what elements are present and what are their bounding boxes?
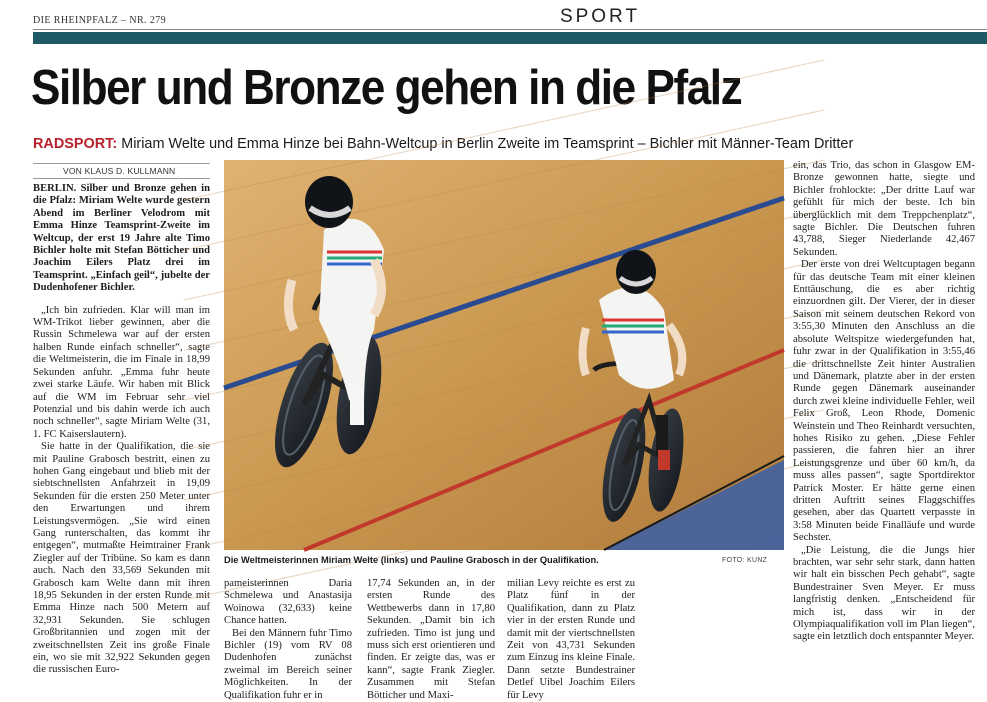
paragraph: ein, das Trio, das schon in Glasgow EM-Bronze gewonnen hatte, siegte und Bichler frohlockte: „Der dritte Lauf war gefühlt für mich der beste. Ich bin überglücklich mit dem Treppchenplatz“, sagte Bichler. Die Deutschen fuhren 43,788, Sieger Niederlande 42,467 Sekunden. [793,160,975,258]
text-column-2 [224,578,352,702]
article-headline: Silber und Bronze gehen in die Pfalz [31,61,742,115]
photo-credit: FOTO: KUNZ [722,557,768,564]
article-photo [224,160,784,550]
text-column-3 [367,578,495,702]
subhead-kicker: RADSPORT: [33,135,118,152]
paragraph: Sie hatte in der Qualifikation, die sie mit Pauline Grabosch bestritt, einen zu hohen Gang eingebaut und blieb mit der siebtschnellsten Anfahrzeit in 19,09 Sekunden für die ersten 250 Meter unter den Erwartungen und ihrem Leistungsvermögen. „Sie wird einen Gang runterschalten, das kommt ihr entgegen“, mutmaßte Heimtrainer Frank Ziegler auf der Tribüne. So kam es dann auch. Nach den 33,569 Sekunden mit Grabosch kam Welte dann mit ihren 18,95 Sekunden in der ersten Runde mit Emma Hinze nach 500 Metern auf 32,931 Sekunden. Sie schlugen Großbritannien und zogen mit der zweitschnellsten Zeit ins große Finale ein, wo sie mit 32,922 Sekunden gegen die russischen Euro- [33,441,210,676]
paragraph: „Die Leistung, die die Jungs hier brachten, war sehr sehr stark, dann hatten wir halt ein bisschen Pech gehabt“, sagte Bundestrainer Sven Meyer. Er muss langfristig denken. „Entscheidend für mich ist, dass wir in der Olympiaqualifikation voll im Plan liegen“, sagte ein letztlich doch entspannter Meyer. [793,544,975,643]
byline: VON KLAUS D. KULLMANN [33,163,210,179]
paragraph: Der erste von drei Weltcuptagen begann für das deutsche Team mit einer kleinen Enttäuschung, die es aber richtig einzuordnen gilt. Der Vierer, der in dieser Saison mit seinem deutschen Rekord von 3:55,30 Minuten den Anschluss an die absolute Weltspitze wiedergefunden hat, fuhr zwar in der Qualifikation in 3:55,46 die drittschnellste Zeit hinter Australien und Dänemark, platzte aber in der ersten Runde gegen Dänemark auseinander durch zwei kleine individuelle Fehler, weil Felix Groß, Leon Rhode, Domenic Weinstein und Theo Reinhardt versuchten, hohes Risiko zu gehen. „Diese Fehler passieren, die fahren hier an ihrer Leistungsgrenze und über 60 km/h, da muss alles passen“, sagte Sportdirektor Patrick Moster. Er hätte gerne einen dritten Auftritt seines Flaggschiffes gesehen, aber das Quartett verpasste in 3:58 Minuten beide Finalläufe und wurde Sechster. [793,259,975,544]
paragraph: Bei den Männern fuhr Timo Bichler (19) vom RV 08 Dudenhofen zunächst zweimal im Bereich seiner Möglichkeiten. In der Qualifikation fuhr er in [224,627,352,701]
masthead-rule-bar [33,32,987,44]
paragraph: 17,74 Sekunden an, in der ersten Runde des Wettbewerbs dann in 17,80 Sekunden. „Damit bin ich zufrieden. Timo ist jung und muss sich erst orientieren und finden. Er zeigte das, was er kann“, sagte Frank Ziegler. Zusammen mit Stefan Bötticher und Maxi- [367,578,495,701]
paragraph: pameisterinnen Daria Schmelewa und Anastasija Woinowa (32,633) keine Chance hatten. [224,578,352,627]
paragraph: „Ich bin zufrieden. Klar will man im WM-Trikot lieber gewinnen, aber die Russin Schmelewa war auf der ersten halben Runde einfach schneller“, sagte die Weltmeisterin, die im Finale in 18,99 Sekunden anfuhr. „Emma fuhr heute zwei starke Läufe. Wir haben mit Blick auf die WM im Februar sehr viel Potenzial und bis dahin werde ich auch noch schneller“, sagte Miriam Welte (31, 1. FC Kaiserslautern). [33,304,210,440]
section-title: SPORT [559,6,641,27]
subhead-text: Miriam Welte und Emma Hinze bei Bahn-Weltcup in Berlin Zweite im Teamsprint – Bichler mit Männer-Team Dritter [117,135,854,152]
masthead-rule-thin [33,29,987,30]
lead-paragraph: BERLIN. Silber und Bronze gehen in die Pfalz: Miriam Welte wurde gestern Abend im Berliner Velodrom mit Emma Hinze Teamsprint-Zweite im Weltcup, der erst 19 Jahre alte Timo Bichler holte mit Stefan Bötticher und Joachim Eilers Platz drei im Teamsprint. „Einfach geil“, jubelte der Dudenhofener Bichler. [33,183,210,294]
masthead [0,0,987,46]
paragraph: milian Levy reichte es erst zu Platz fünf in der Qualifikation, dann zu Platz vier in der ersten Runde und damit mit der viertschnellsten Zeit von 43,731 Sekunden zum Einzug ins kleine Finale. Dann setzte Bundestrainer Detlef Uibel Joachim Eilers für Levy [507,578,635,701]
photo-caption: Die Weltmeisterinnen Miriam Welte (links) und Pauline Grabosch in der Qualifikation. [224,555,599,565]
cyclists-image [224,160,784,550]
text-column-4 [507,578,635,702]
text-column-1 [33,183,210,677]
paper-issue-reference: DIE RHEINPFALZ – NR. 279 [33,15,167,26]
text-column-5 [793,160,975,644]
